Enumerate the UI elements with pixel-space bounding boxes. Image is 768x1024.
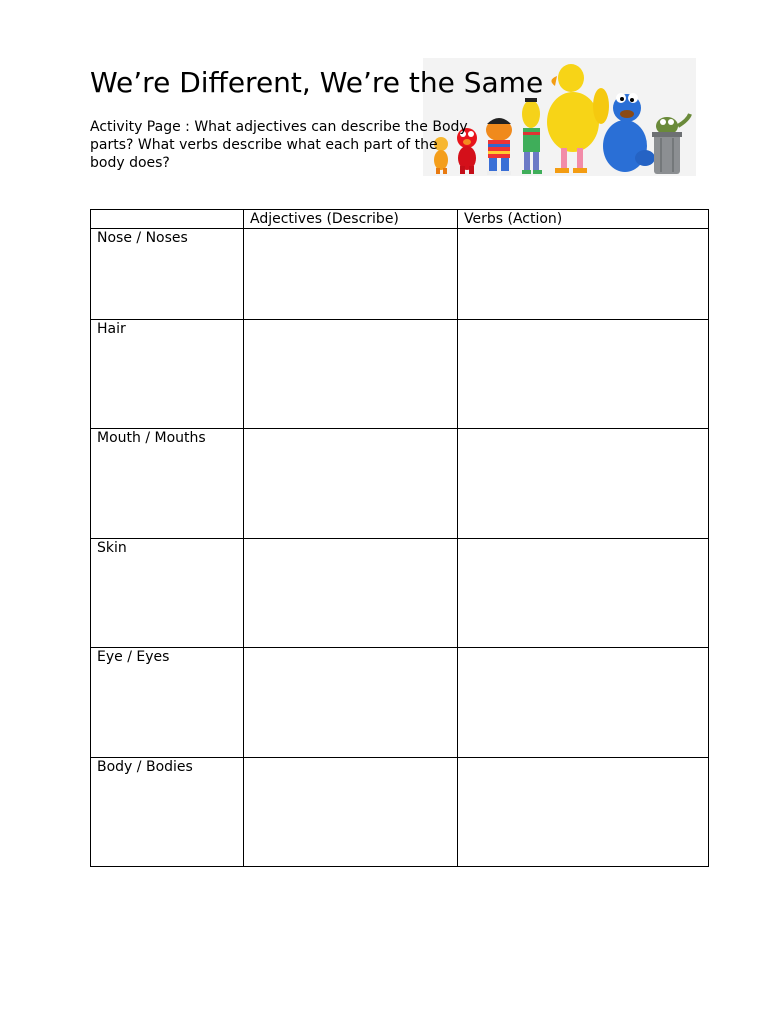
adjectives-cell[interactable]: [244, 229, 458, 320]
verbs-cell[interactable]: [458, 429, 709, 539]
big-bird-character: [547, 64, 609, 173]
table-row: [91, 758, 709, 867]
verbs-cell[interactable]: [458, 320, 709, 429]
verbs-cell[interactable]: [458, 229, 709, 320]
verbs-cell[interactable]: [458, 539, 709, 648]
body-parts-table: [90, 209, 709, 867]
header-verbs: Verbs (Action): [458, 210, 709, 229]
row-label: Eye / Eyes: [91, 648, 244, 758]
adjectives-cell[interactable]: [244, 758, 458, 867]
row-label: Body / Bodies: [91, 758, 244, 867]
row-label: Mouth / Mouths: [91, 429, 244, 539]
row-label: Skin: [91, 539, 244, 648]
verbs-cell[interactable]: [458, 758, 709, 867]
adjectives-cell[interactable]: [244, 648, 458, 758]
page-title: We’re Different, We’re the Same: [90, 66, 544, 99]
header-body-part: [91, 210, 244, 229]
cookie-monster-character: [603, 93, 655, 172]
adjectives-cell[interactable]: [244, 539, 458, 648]
table-row: [91, 539, 709, 648]
oscar-character: [652, 114, 690, 174]
activity-instructions: Activity Page : What adjectives can describe the Body parts? What verbs describe what each part of the body does?: [90, 119, 468, 171]
table-row: [91, 648, 709, 758]
ernie-character: [486, 118, 512, 175]
table-row: [91, 429, 709, 539]
table-row: [91, 229, 709, 320]
row-label: Nose / Noses: [91, 229, 244, 320]
header-adjectives: Adjectives (Describe): [244, 210, 458, 229]
adjectives-cell[interactable]: [244, 320, 458, 429]
table-header-row: [91, 210, 709, 229]
table-row: [91, 320, 709, 429]
verbs-cell[interactable]: [458, 648, 709, 758]
bert-character: [522, 98, 542, 174]
adjectives-cell[interactable]: [244, 429, 458, 539]
row-label: Hair: [91, 320, 244, 429]
